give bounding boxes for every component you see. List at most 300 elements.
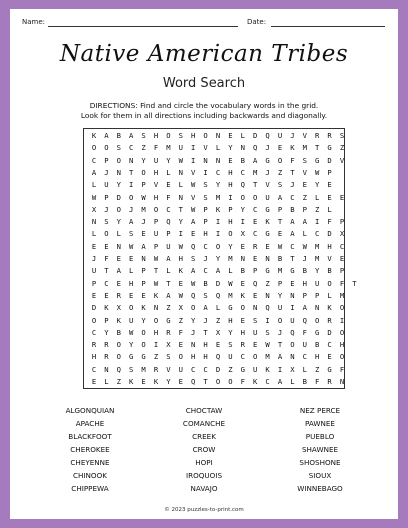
grid-letter[interactable]: W (228, 278, 233, 288)
grid-letter[interactable]: C (253, 229, 258, 239)
grid-letter[interactable]: O (129, 192, 134, 202)
grid-letter[interactable]: Y (166, 377, 171, 386)
grid-letter[interactable]: K (91, 131, 97, 140)
grid-letter[interactable]: K (104, 303, 109, 313)
grid-letter[interactable]: Q (302, 315, 307, 325)
grid-letter[interactable]: Z (339, 143, 345, 153)
grid-letter[interactable]: S (129, 229, 134, 239)
grid-letter[interactable]: E (116, 254, 121, 263)
grid-letter[interactable]: V (302, 131, 307, 140)
grid-letter[interactable]: P (277, 204, 283, 214)
grid-letter[interactable]: A (203, 303, 208, 313)
grid-letter[interactable]: K (215, 204, 221, 214)
grid-letter[interactable]: O (178, 352, 183, 362)
grid-letter[interactable]: Y (228, 327, 233, 337)
grid-letter[interactable]: C (203, 241, 208, 251)
grid-letter[interactable]: L (315, 192, 320, 202)
grid-letter[interactable]: A (277, 192, 283, 202)
grid-letter[interactable]: E (339, 254, 345, 263)
grid-letter[interactable]: L (178, 180, 183, 190)
grid-letter[interactable]: B (203, 278, 208, 288)
grid-letter[interactable]: W (302, 241, 307, 251)
grid-letter[interactable]: J (277, 327, 283, 337)
grid-letter[interactable]: O (253, 192, 258, 202)
grid-letter[interactable]: O (129, 303, 134, 313)
grid-letter[interactable]: V (302, 167, 307, 177)
grid-letter[interactable]: A (290, 229, 295, 239)
grid-letter[interactable]: N (116, 167, 121, 177)
grid-letter[interactable]: U (253, 327, 258, 337)
grid-letter[interactable]: D (327, 229, 332, 239)
grid-letter[interactable]: J (104, 204, 109, 214)
grid-letter[interactable]: H (191, 131, 196, 140)
grid-letter[interactable]: E (265, 241, 270, 251)
grid-letter[interactable]: Y (215, 254, 221, 263)
grid-letter[interactable]: X (91, 204, 97, 214)
grid-letter[interactable]: N (215, 155, 221, 165)
grid-letter[interactable]: G (141, 352, 146, 362)
grid-letter[interactable]: X (290, 364, 295, 374)
grid-letter[interactable]: U (228, 352, 233, 362)
grid-letter[interactable]: S (191, 254, 196, 263)
grid-letter[interactable]: P (302, 204, 307, 214)
grid-letter[interactable]: O (116, 204, 121, 214)
grid-letter[interactable]: A (191, 217, 196, 227)
grid-letter[interactable]: X (215, 327, 221, 337)
grid-letter[interactable]: E (228, 155, 233, 165)
grid-letter[interactable]: P (203, 217, 208, 227)
grid-letter[interactable]: W (178, 241, 183, 251)
grid-letter[interactable]: H (153, 131, 159, 140)
grid-letter[interactable]: T (290, 167, 295, 177)
grid-letter[interactable]: J (265, 167, 270, 177)
grid-letter[interactable]: E (228, 131, 233, 140)
grid-letter[interactable]: O (153, 315, 159, 325)
grid-letter[interactable]: P (104, 315, 109, 325)
grid-letter[interactable]: P (91, 278, 97, 288)
grid-letter[interactable]: A (129, 217, 134, 227)
grid-letter[interactable]: S (228, 340, 233, 350)
grid-letter[interactable]: R (104, 340, 109, 350)
grid-letter[interactable]: B (327, 266, 332, 276)
grid-letter[interactable]: M (339, 290, 345, 300)
grid-letter[interactable]: A (141, 241, 146, 251)
grid-letter[interactable]: B (277, 254, 283, 263)
grid-letter[interactable]: L (215, 303, 221, 313)
grid-letter[interactable]: N (153, 303, 159, 313)
grid-letter[interactable]: H (228, 315, 233, 325)
grid-letter[interactable]: H (203, 352, 208, 362)
grid-letter[interactable]: D (253, 131, 258, 140)
grid-letter[interactable]: K (265, 217, 270, 227)
grid-letter[interactable]: X (240, 229, 245, 239)
grid-letter[interactable]: N (203, 155, 208, 165)
grid-letter[interactable]: Y (228, 143, 233, 153)
grid-letter[interactable]: P (141, 266, 146, 276)
grid-letter[interactable]: I (315, 217, 320, 227)
grid-letter[interactable]: R (116, 290, 121, 300)
grid-letter[interactable]: E (240, 278, 245, 288)
grid-letter[interactable]: V (153, 180, 159, 190)
grid-letter[interactable]: P (302, 290, 307, 300)
grid-letter[interactable]: O (277, 315, 283, 325)
grid-letter[interactable]: V (203, 143, 208, 153)
grid-letter[interactable]: W (141, 192, 146, 202)
grid-letter[interactable]: H (153, 192, 159, 202)
grid-letter[interactable]: T (277, 217, 283, 227)
grid-letter[interactable]: J (141, 217, 146, 227)
grid-letter[interactable]: U (91, 266, 97, 276)
grid-letter[interactable]: Y (277, 290, 283, 300)
grid-letter[interactable]: K (153, 290, 159, 300)
grid-letter[interactable]: R (327, 131, 332, 140)
grid-letter[interactable]: P (203, 204, 208, 214)
grid-letter[interactable]: V (265, 180, 270, 190)
grid-letter[interactable]: F (339, 364, 345, 374)
grid-letter[interactable]: G (290, 266, 295, 276)
grid-letter[interactable]: Q (191, 241, 196, 251)
grid-letter[interactable]: O (104, 143, 109, 153)
grid-letter[interactable]: S (277, 180, 283, 190)
grid-letter[interactable]: W (129, 327, 134, 337)
grid-letter[interactable]: B (240, 155, 245, 165)
grid-letter[interactable]: N (215, 131, 221, 140)
grid-letter[interactable]: G (265, 229, 270, 239)
grid-letter[interactable]: B (315, 340, 320, 350)
grid-letter[interactable]: Y (129, 340, 134, 350)
grid-letter[interactable]: K (153, 377, 159, 386)
grid-letter[interactable]: V (327, 254, 332, 263)
grid-letter[interactable]: V (191, 167, 196, 177)
grid-letter[interactable]: O (215, 241, 221, 251)
grid-letter[interactable]: I (203, 167, 208, 177)
grid-letter[interactable]: C (129, 143, 134, 153)
grid-letter[interactable]: E (277, 229, 283, 239)
grid-letter[interactable]: Q (191, 377, 196, 386)
grid-letter[interactable]: O (153, 204, 159, 214)
grid-letter[interactable]: A (166, 290, 171, 300)
grid-letter[interactable]: O (116, 352, 121, 362)
grid-letter[interactable]: Y (228, 241, 233, 251)
grid-letter[interactable]: O (166, 131, 171, 140)
grid-letter[interactable]: N (178, 167, 183, 177)
grid-letter[interactable]: M (166, 143, 171, 153)
grid-letter[interactable]: P (141, 180, 146, 190)
grid-letter[interactable]: L (228, 266, 233, 276)
grid-letter[interactable]: C (191, 364, 196, 374)
grid-letter[interactable]: T (277, 340, 283, 350)
grid-letter[interactable]: F (327, 217, 332, 227)
grid-letter[interactable]: J (129, 204, 134, 214)
grid-letter[interactable]: E (178, 340, 183, 350)
grid-letter[interactable]: L (166, 167, 171, 177)
grid-letter[interactable]: Z (178, 315, 183, 325)
grid-letter[interactable]: Y (166, 155, 171, 165)
grid-letter[interactable]: J (302, 254, 307, 263)
grid-letter[interactable]: I (240, 217, 245, 227)
grid-letter[interactable]: B (116, 327, 121, 337)
grid-letter[interactable]: C (91, 364, 97, 374)
grid-letter[interactable]: H (240, 327, 245, 337)
grid-letter[interactable]: J (104, 167, 109, 177)
grid-letter[interactable]: Q (253, 143, 258, 153)
grid-letter[interactable]: F (166, 192, 171, 202)
grid-letter[interactable]: W (153, 278, 159, 288)
grid-letter[interactable]: M (302, 143, 307, 153)
grid-letter[interactable]: F (290, 155, 295, 165)
grid-letter[interactable]: O (116, 155, 121, 165)
grid-letter[interactable]: O (339, 327, 345, 337)
grid-letter[interactable]: A (215, 266, 221, 276)
grid-letter[interactable]: U (290, 315, 295, 325)
grid-letter[interactable]: K (253, 377, 258, 386)
grid-letter[interactable]: P (104, 192, 109, 202)
grid-letter[interactable]: C (91, 155, 97, 165)
grid-letter[interactable]: Y (116, 217, 121, 227)
grid-letter[interactable]: G (315, 327, 320, 337)
grid-letter[interactable]: N (315, 303, 320, 313)
grid-letter[interactable]: E (104, 241, 109, 251)
grid-letter[interactable]: L (129, 266, 134, 276)
grid-letter[interactable]: N (141, 254, 146, 263)
grid-letter[interactable]: Z (166, 303, 171, 313)
grid-letter[interactable]: O (116, 340, 121, 350)
grid-letter[interactable]: B (116, 131, 121, 140)
grid-letter[interactable]: O (191, 303, 196, 313)
grid-letter[interactable]: E (302, 180, 307, 190)
grid-letter[interactable]: L (104, 377, 109, 386)
grid-letter[interactable]: Q (240, 180, 245, 190)
grid-letter[interactable]: E (178, 377, 183, 386)
grid-letter[interactable]: Y (240, 204, 245, 214)
grid-letter[interactable]: F (104, 254, 109, 263)
grid-letter[interactable]: A (277, 377, 283, 386)
grid-letter[interactable]: Y (178, 217, 183, 227)
grid-letter[interactable]: S (339, 131, 345, 140)
grid-letter[interactable]: H (327, 241, 332, 251)
grid-letter[interactable]: A (129, 131, 134, 140)
grid-letter[interactable]: Q (265, 131, 270, 140)
grid-letter[interactable]: Y (191, 315, 196, 325)
grid-letter[interactable]: E (191, 229, 196, 239)
grid-letter[interactable]: G (240, 364, 245, 374)
grid-letter[interactable]: L (116, 229, 121, 239)
grid-letter[interactable]: E (240, 241, 245, 251)
grid-letter[interactable]: D (327, 155, 332, 165)
grid-letter[interactable]: K (141, 303, 146, 313)
grid-letter[interactable]: A (116, 266, 121, 276)
grid-letter[interactable]: N (265, 254, 270, 263)
grid-letter[interactable]: I (191, 155, 196, 165)
grid-letter[interactable]: Z (141, 143, 146, 153)
grid-letter[interactable]: S (178, 131, 183, 140)
grid-letter[interactable]: Y (116, 180, 121, 190)
grid-letter[interactable]: E (141, 377, 146, 386)
grid-letter[interactable]: H (191, 352, 196, 362)
grid-letter[interactable]: W (91, 192, 97, 202)
grid-letter[interactable]: L (327, 290, 332, 300)
grid-letter[interactable]: A (253, 155, 258, 165)
grid-letter[interactable]: O (327, 278, 332, 288)
grid-letter[interactable]: C (215, 167, 221, 177)
grid-letter[interactable]: U (253, 364, 258, 374)
grid-letter[interactable]: R (153, 364, 159, 374)
grid-letter[interactable]: E (116, 278, 121, 288)
grid-letter[interactable]: W (178, 155, 183, 165)
grid-letter[interactable]: W (277, 241, 283, 251)
grid-letter[interactable]: C (290, 241, 295, 251)
grid-letter[interactable]: S (141, 131, 146, 140)
grid-letter[interactable]: Q (290, 327, 295, 337)
grid-letter[interactable]: M (277, 266, 283, 276)
grid-letter[interactable]: I (215, 217, 221, 227)
grid-letter[interactable]: O (315, 315, 320, 325)
grid-letter[interactable]: O (290, 340, 295, 350)
grid-letter[interactable]: T (352, 278, 357, 288)
grid-letter[interactable]: Z (228, 364, 233, 374)
grid-letter[interactable]: E (339, 192, 345, 202)
grid-letter[interactable]: M (141, 364, 146, 374)
grid-letter[interactable]: U (277, 131, 283, 140)
grid-letter[interactable]: U (277, 303, 283, 313)
grid-letter[interactable]: O (253, 352, 258, 362)
grid-letter[interactable]: H (129, 278, 134, 288)
grid-letter[interactable]: I (265, 315, 270, 325)
grid-letter[interactable]: H (91, 352, 97, 362)
grid-letter[interactable]: V (166, 364, 171, 374)
grid-letter[interactable]: E (253, 340, 258, 350)
grid-letter[interactable]: E (178, 278, 183, 288)
grid-letter[interactable]: A (104, 131, 109, 140)
grid-letter[interactable]: H (228, 180, 233, 190)
grid-letter[interactable]: A (166, 254, 171, 263)
grid-letter[interactable]: T (315, 143, 320, 153)
grid-letter[interactable]: G (265, 204, 270, 214)
grid-letter[interactable]: E (141, 290, 146, 300)
grid-letter[interactable]: X (178, 303, 183, 313)
grid-letter[interactable]: G (327, 364, 332, 374)
grid-letter[interactable]: C (253, 204, 258, 214)
grid-letter[interactable]: L (240, 131, 245, 140)
grid-letter[interactable]: O (91, 315, 97, 325)
grid-letter[interactable]: C (327, 340, 332, 350)
grid-letter[interactable]: R (91, 340, 97, 350)
grid-letter[interactable]: I (191, 143, 196, 153)
grid-letter[interactable]: E (141, 229, 146, 239)
grid-letter[interactable]: L (91, 229, 97, 239)
grid-letter[interactable]: N (91, 217, 97, 227)
grid-letter[interactable]: Q (265, 303, 270, 313)
grid-letter[interactable]: T (203, 377, 208, 386)
grid-letter[interactable]: A (277, 352, 283, 362)
grid-letter[interactable]: R (253, 241, 258, 251)
grid-letter[interactable]: G (265, 155, 270, 165)
grid-letter[interactable]: B (240, 266, 245, 276)
grid-letter[interactable]: G (265, 266, 270, 276)
grid-letter[interactable]: S (166, 352, 171, 362)
grid-letter[interactable]: U (129, 315, 134, 325)
grid-letter[interactable]: G (315, 155, 320, 165)
grid-letter[interactable]: L (91, 180, 97, 190)
grid-letter[interactable]: J (91, 254, 97, 263)
grid-letter[interactable]: O (228, 377, 233, 386)
grid-letter[interactable]: W (265, 340, 270, 350)
grid-letter[interactable]: Z (153, 352, 159, 362)
grid-letter[interactable]: R (327, 377, 332, 386)
grid-letter[interactable]: B (290, 204, 295, 214)
grid-letter[interactable]: C (240, 167, 245, 177)
grid-letter[interactable]: H (203, 229, 208, 239)
grid-letter[interactable]: A (290, 217, 295, 227)
grid-letter[interactable]: M (253, 167, 258, 177)
grid-letter[interactable]: M (228, 290, 233, 300)
grid-letter[interactable]: U (153, 155, 159, 165)
grid-letter[interactable]: C (203, 266, 208, 276)
grid-letter[interactable]: E (104, 290, 109, 300)
grid-letter[interactable]: O (141, 167, 146, 177)
grid-letter[interactable]: I (178, 229, 183, 239)
grid-letter[interactable]: A (191, 266, 196, 276)
grid-letter[interactable]: Q (215, 290, 221, 300)
grid-letter[interactable]: C (290, 192, 295, 202)
grid-letter[interactable]: N (290, 352, 295, 362)
grid-letter[interactable]: G (228, 303, 233, 313)
grid-letter[interactable]: O (91, 143, 97, 153)
grid-letter[interactable]: N (253, 303, 258, 313)
grid-letter[interactable]: Z (116, 377, 121, 386)
grid-letter[interactable]: A (302, 217, 307, 227)
grid-letter[interactable]: E (327, 352, 332, 362)
grid-letter[interactable]: P (327, 167, 332, 177)
grid-letter[interactable]: E (253, 290, 258, 300)
grid-letter[interactable]: J (203, 315, 208, 325)
grid-letter[interactable]: H (153, 167, 159, 177)
grid-letter[interactable]: J (203, 254, 208, 263)
grid-letter[interactable]: F (339, 278, 345, 288)
grid-letter[interactable]: G (166, 315, 171, 325)
grid-letter[interactable]: K (178, 266, 183, 276)
grid-letter[interactable]: O (240, 192, 245, 202)
grid-letter[interactable]: Z (315, 204, 320, 214)
grid-letter[interactable]: Z (315, 364, 320, 374)
grid-letter[interactable]: H (315, 352, 320, 362)
grid-letter[interactable]: W (129, 241, 134, 251)
grid-letter[interactable]: N (240, 254, 245, 263)
grid-letter[interactable]: Y (141, 315, 146, 325)
grid-letter[interactable]: U (302, 340, 307, 350)
grid-letter[interactable]: P (228, 204, 233, 214)
grid-letter[interactable]: C (104, 278, 109, 288)
grid-letter[interactable]: I (277, 364, 283, 374)
grid-letter[interactable]: I (339, 315, 345, 325)
grid-letter[interactable]: H (302, 278, 307, 288)
grid-letter[interactable]: E (91, 290, 97, 300)
grid-letter[interactable]: O (141, 340, 146, 350)
grid-letter[interactable]: S (104, 217, 109, 227)
grid-letter[interactable]: H (228, 167, 233, 177)
grid-letter[interactable]: O (141, 327, 146, 337)
grid-letter[interactable]: F (153, 143, 159, 153)
grid-letter[interactable]: C (339, 241, 345, 251)
grid-letter[interactable]: H (153, 327, 159, 337)
grid-letter[interactable]: B (302, 377, 307, 386)
grid-letter[interactable]: Z (277, 167, 283, 177)
grid-letter[interactable]: D (91, 303, 97, 313)
grid-letter[interactable]: M (141, 204, 146, 214)
grid-letter[interactable]: S (203, 192, 208, 202)
grid-letter[interactable]: U (178, 364, 183, 374)
grid-letter[interactable]: B (302, 266, 307, 276)
